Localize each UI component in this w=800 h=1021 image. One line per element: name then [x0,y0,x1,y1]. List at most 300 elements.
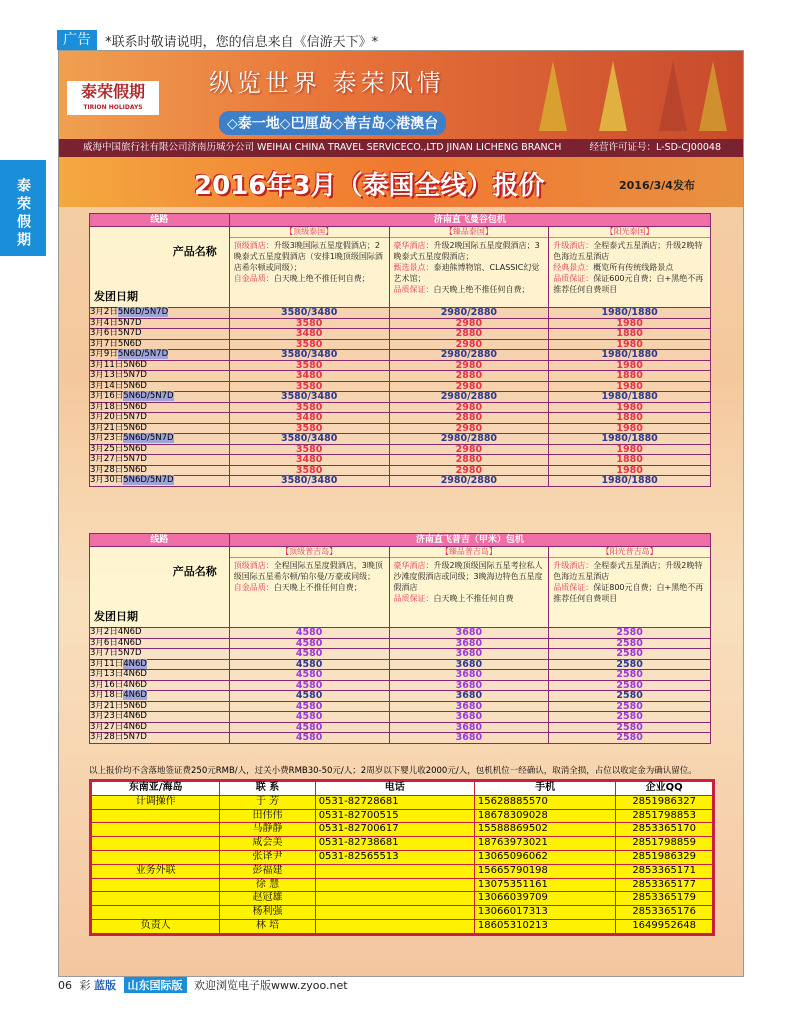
date-text: 3月21日 [90,700,124,711]
price-footnote: 以上报价均不含落地签证费250元RMB/人，过关小费RMB30-50元/人；2周岁以下婴儿收2000元/人，包机机位一经确认，取消全损，占位以收定金为确认留位。 [89,766,697,776]
trip-code: 5N7D [123,412,147,422]
color-label: 彩 [79,979,91,992]
contact-row [91,892,714,906]
date-text: 3月23日 [90,433,124,443]
price-1: 3580 [229,423,389,434]
price-3: 1980 [549,339,711,350]
price-2: 3680 [389,680,549,691]
price-3: 1980/1880 [549,350,711,361]
contact-phone: 0531-82738681 [315,837,474,851]
contact-mobile: 18678309028 [474,809,615,823]
contact-name: 马静静 [220,823,315,837]
departure-date [90,670,230,681]
edition-label: 蓝版 [94,979,116,992]
feature-text: 概览所有传统线路景点 [593,263,674,272]
departure-date [90,444,230,455]
trip-code: 5N6D/5N7D [123,433,174,443]
departure-date [90,649,230,660]
feature-key: 品质保证： [393,285,434,294]
price-2: 2980 [389,381,549,392]
trip-code: 5N6D [123,443,147,454]
feature-text: 全程国际五星度假酒店，3晚顶级国际五星希尔顿/铂尔曼/万豪或同级； [233,561,383,581]
departure-date [90,413,230,424]
contact-qq: 2853365179 [616,892,714,906]
top-bar [57,30,747,52]
price-row [90,712,711,723]
price-2: 3680 [389,722,549,733]
date-text: 3月2日 [90,627,118,637]
price-1: 4580 [229,680,389,691]
departure-date [90,712,230,723]
page-title: 2016年3月（泰国全线）报价 [194,171,545,201]
price-row [90,444,711,455]
departure-date [90,423,230,434]
contact-qq: 1649952648 [616,919,714,934]
price-1: 3580 [229,402,389,413]
price-3: 1980/1880 [549,392,711,403]
welcome-link[interactable]: 欢迎浏览电子版www.zyoo.net [194,979,348,992]
trip-code: 5N7D [117,317,142,328]
price-row [90,670,711,681]
price-row [90,360,711,371]
price-row [90,329,711,340]
trip-code: 5N6D/5N7D [123,475,174,485]
feature-text: 白天晚上不推任何自费； [273,583,362,592]
contact-qq: 2851986327 [616,795,714,809]
departure-date [90,402,230,413]
contact-group [91,906,220,920]
date-text: 3月16日 [90,679,124,690]
departure-date [90,318,230,329]
price-row [90,476,711,487]
contact-group [91,809,220,823]
departure-date [90,455,230,466]
date-text: 3月23日 [90,711,124,721]
destinations: ◇泰一地◇巴厘岛◇普吉岛◇港澳台 [219,111,446,135]
price-3: 1980 [549,318,711,329]
company-logo: 泰荣假期 TIRION HOLIDAYS [67,81,159,115]
trip-code: 5N7D [123,732,147,742]
date-text: 3月20日 [90,412,124,422]
price-row [90,423,711,434]
contact-qq: 2853365176 [616,906,714,920]
contact-header-row [91,781,714,796]
contact-name: 徐 慧 [220,878,315,892]
price-row [90,628,711,639]
trip-code: 4N6D [123,669,147,679]
departure-date [90,308,230,319]
contact-group [91,837,220,851]
temple-decoration [699,61,727,131]
price-1: 3580/3480 [229,434,389,445]
trip-code: 5N6D [117,338,142,349]
price-3: 1980 [549,444,711,455]
route-label: 线路 [90,534,230,547]
price-row [90,402,711,413]
feature-key: 顶级酒店： [233,561,274,570]
trip-code: 5N7D [117,328,142,338]
price-1: 3580/3480 [229,350,389,361]
contact-mobile: 15665790198 [474,864,615,878]
price-3: 1980/1880 [549,308,711,319]
feature-text: 白天晚上不推任何自费 [433,594,514,603]
trip-code: 5N6D [123,359,147,370]
date-text: 3月27日 [90,721,124,732]
source-note: *联系时敬请说明，您的信息来自《信游天下》* [105,34,379,50]
contact-mobile: 13066039709 [474,892,615,906]
price-3: 1880 [549,455,711,466]
price-2: 3680 [389,628,549,639]
feature-key: 豪华酒店： [393,561,434,570]
departure-date [90,680,230,691]
feature-text: 升级3晚国际五星度假酒店；2晚泰式五星度假酒店（安排1晚顶级国际酒店希尔顿或同级）； [233,241,383,272]
date-text: 3月21日 [90,422,124,433]
trip-code: 5N6D/5N7D [117,307,169,317]
side-tab-label: 泰荣假期 [15,178,31,250]
contact-name: 林 培 [220,919,315,934]
price-row [90,350,711,361]
price-3: 2580 [549,649,711,660]
company-bar [59,139,743,157]
price-2: 2980 [389,339,549,350]
trip-code: 4N6D [123,721,147,732]
contact-phone: 0531-82565513 [315,850,474,864]
trip-code: 5N6D/5N7D [123,391,174,401]
departure-date [90,392,230,403]
price-2: 2980 [389,318,549,329]
contact-phone [315,864,474,878]
price-2: 3680 [389,670,549,681]
price-1: 3580 [229,444,389,455]
contact-name: 张译尹 [220,850,315,864]
side-tab [0,160,46,256]
contact-mobile: 15588869502 [474,823,615,837]
contact-row [91,878,714,892]
contact-name: 田伟伟 [220,809,315,823]
feature-key: 升级酒店： [553,241,594,250]
trip-code: 5N7D [117,648,142,658]
contact-row [91,809,714,823]
price-row [90,722,711,733]
date-text: 3月6日 [90,328,118,338]
trip-code: 4N6D [117,637,142,648]
price-row [90,339,711,350]
price-2: 2980/2880 [389,476,549,487]
price-1: 3580 [229,339,389,350]
title-row [59,157,743,207]
feature-key: 品质保证： [553,583,594,592]
departure-date [90,701,230,712]
feature-text: 泰迪熊博物馆、CLASSIC幻觉艺术馆； [393,263,540,283]
date-text: 3月16日 [90,391,124,401]
price-row [90,659,711,670]
departure-date [90,339,230,350]
price-2: 2880 [389,413,549,424]
price-row [90,465,711,476]
contact-name: 于 芳 [220,795,315,809]
price-2: 2880 [389,455,549,466]
price-1: 3480 [229,371,389,382]
contact-table [89,779,715,936]
departure-date [90,381,230,392]
price-row [90,701,711,712]
price-2: 3680 [389,649,549,660]
date-text: 3月9日 [90,349,118,359]
price-3: 1980 [549,381,711,392]
price-3: 1880 [549,329,711,340]
price-2: 3680 [389,712,549,723]
price-3: 2580 [549,670,711,681]
feature-text: 白天晚上绝不推任何自费； [433,285,530,294]
contact-mobile: 18763973021 [474,837,615,851]
contact-name: 咸会美 [220,837,315,851]
departure-date [90,465,230,476]
price-3: 1980 [549,402,711,413]
contact-row [91,906,714,920]
price-1: 3480 [229,329,389,340]
contact-row [91,795,714,809]
publish-date: 2016/3/4发布 [619,179,695,192]
contact-mobile: 13066017313 [474,906,615,920]
section-label: 山东国际版 [124,977,187,993]
product-date-header: 产品名称 发团日期 [90,227,230,308]
departure-date [90,691,230,702]
price-2: 2980/2880 [389,434,549,445]
page-number: 06 [58,979,72,992]
price-3: 1980/1880 [549,434,711,445]
contact-mobile: 18605310213 [474,919,615,934]
date-text: 3月4日 [90,317,118,328]
price-1: 4580 [229,712,389,723]
feature-key: 顶级酒店： [233,241,274,250]
price-1: 4580 [229,670,389,681]
trip-code: 5N6D [123,464,147,475]
trip-code: 5N6D [123,401,147,412]
departure-date [90,476,230,487]
price-row [90,691,711,702]
date-text: 3月27日 [90,454,124,464]
temple-decoration [539,61,567,131]
departure-date [90,733,230,744]
contact-name: 彭福建 [220,864,315,878]
trip-code: 5N6D [123,422,147,433]
contact-phone [315,906,474,920]
phuket-price-table [89,533,711,744]
departure-date [90,659,230,670]
price-1: 4580 [229,722,389,733]
license-number: 经营许可证号：L-SD-CJ00048 [589,142,721,153]
departure-date [90,722,230,733]
contact-group: 业务外联 [91,864,220,878]
contact-phone [315,878,474,892]
price-row [90,318,711,329]
price-2: 2980 [389,360,549,371]
bangkok-price-table [89,213,711,487]
contact-name: 赵冠雄 [220,892,315,906]
contact-row [91,837,714,851]
trip-code: 4N6D [123,658,147,669]
price-row [90,680,711,691]
feature-key: 自金品质： [233,583,274,592]
date-text: 3月2日 [90,307,118,317]
price-2: 2980/2880 [389,350,549,361]
contact-mobile: 15628885570 [474,795,615,809]
price-1: 4580 [229,638,389,649]
price-1: 3580 [229,465,389,476]
contact-header: 企业QQ [616,781,714,796]
departure-date [90,628,230,639]
price-row [90,413,711,424]
package-description [549,558,710,606]
contact-phone: 0531-82728681 [315,795,474,809]
price-1: 4580 [229,649,389,660]
price-2: 2880 [389,329,549,340]
date-text: 3月6日 [90,637,118,648]
contact-header: 手机 [474,781,615,796]
price-row [90,455,711,466]
price-3: 1980 [549,360,711,371]
contact-phone [315,892,474,906]
price-row [90,649,711,660]
contact-qq: 2851798859 [616,837,714,851]
price-row [90,434,711,445]
price-row [90,392,711,403]
price-3: 1980/1880 [549,476,711,487]
contact-phone [315,919,474,934]
price-1: 3580/3480 [229,476,389,487]
trip-code: 5N6D/5N7D [117,349,169,359]
price-2: 3680 [389,733,549,744]
contact-qq: 2853365170 [616,823,714,837]
date-text: 3月28日 [90,464,124,475]
price-1: 3580/3480 [229,392,389,403]
trip-code: 5N7D [123,370,147,380]
price-3: 2580 [549,691,711,702]
contact-header: 东南亚/海岛 [91,781,220,796]
contact-name: 杨利强 [220,906,315,920]
slogan: 纵览世界 泰荣风情 [209,69,445,97]
contact-group [91,850,220,864]
package-title: 【臻品泰国】 [390,227,549,238]
ad-label: 广告 [57,30,97,50]
package-description [230,238,389,286]
contact-group: 负责人 [91,919,220,934]
date-text: 3月7日 [90,648,118,658]
feature-key: 甄选景点： [393,263,434,272]
price-1: 3480 [229,455,389,466]
trip-code: 4N6D [123,679,147,690]
price-row [90,371,711,382]
date-text: 3月18日 [90,690,124,700]
contact-mobile: 13065096062 [474,850,615,864]
price-2: 3680 [389,638,549,649]
feature-text: 全程泰式五星酒店；升级2晚特色海边五星酒店 [553,561,703,581]
trip-code: 4N6D [123,711,147,721]
trip-code: 4N6D [117,627,142,637]
date-text: 3月7日 [90,338,118,349]
company-name: 威海中国旅行社有限公司济南历城分公司 WEIHAI CHINA TRAVEL SERVICECO.,LTD JINAN LICHENG BRANCH [83,142,562,153]
feature-key: 品质保证： [553,274,594,283]
price-row [90,638,711,649]
price-1: 3580/3480 [229,308,389,319]
price-3: 2580 [549,722,711,733]
price-3: 1980 [549,423,711,434]
price-row [90,733,711,744]
price-1: 3580 [229,381,389,392]
price-2: 2880 [389,371,549,382]
contact-mobile: 13075351161 [474,878,615,892]
feature-key: 品质保证： [393,594,434,603]
price-2: 2980 [389,402,549,413]
date-text: 3月11日 [90,658,124,669]
route-name: 济南直飞曼谷包机 [229,214,710,227]
date-text: 3月30日 [90,475,124,485]
contact-qq: 2853365171 [616,864,714,878]
price-2: 2980 [389,465,549,476]
contact-header: 电话 [315,781,474,796]
date-text: 3月25日 [90,443,124,454]
price-2: 3680 [389,701,549,712]
price-3: 1980 [549,465,711,476]
contact-row [91,919,714,934]
package-title: 【顶级普吉岛】 [230,547,389,558]
departure-date [90,371,230,382]
contact-qq: 2851986329 [616,850,714,864]
departure-date [90,360,230,371]
package-description [390,558,549,606]
ad-page [58,50,744,977]
feature-key: 升级酒店： [553,561,594,570]
package-title: 【顶级泰国】 [230,227,389,238]
feature-text: 白天晚上绝不推任何自费； [273,274,370,283]
price-row [90,308,711,319]
feature-key: 自金品质： [233,274,274,283]
package-sunshine [549,227,711,308]
price-3: 2580 [549,680,711,691]
feature-key: 豪华酒店： [393,241,434,250]
route-name: 济南直飞普吉（甲米）包机 [229,534,710,547]
price-1: 4580 [229,659,389,670]
contact-group [91,892,220,906]
contact-phone: 0531-82700515 [315,809,474,823]
package-title: 【阳光普吉岛】 [549,547,710,558]
package-description [390,238,549,297]
price-3: 1880 [549,371,711,382]
contact-group [91,878,220,892]
trip-code: 5N7D [123,454,147,464]
feature-key: 经典景点： [553,263,594,272]
price-3: 2580 [549,628,711,639]
price-1: 4580 [229,733,389,744]
price-3: 2580 [549,712,711,723]
departure-date [90,329,230,340]
departure-date [90,350,230,361]
contact-row [91,864,714,878]
feature-text: 保证600元自费；白+黑绝不再推荐任何自费项目 [553,274,704,294]
price-3: 1880 [549,413,711,424]
feature-text: 升级2晚国际五星度假酒店；3晚泰式五星度假酒店； [393,241,540,261]
package-premium [389,227,549,308]
price-3: 2580 [549,701,711,712]
price-2: 2980/2880 [389,392,549,403]
departure-date [90,638,230,649]
contact-header: 联 系 [220,781,315,796]
date-text: 3月11日 [90,359,124,370]
price-1: 4580 [229,628,389,639]
price-1: 3480 [229,413,389,424]
contact-group [91,823,220,837]
temple-decoration [599,61,627,131]
